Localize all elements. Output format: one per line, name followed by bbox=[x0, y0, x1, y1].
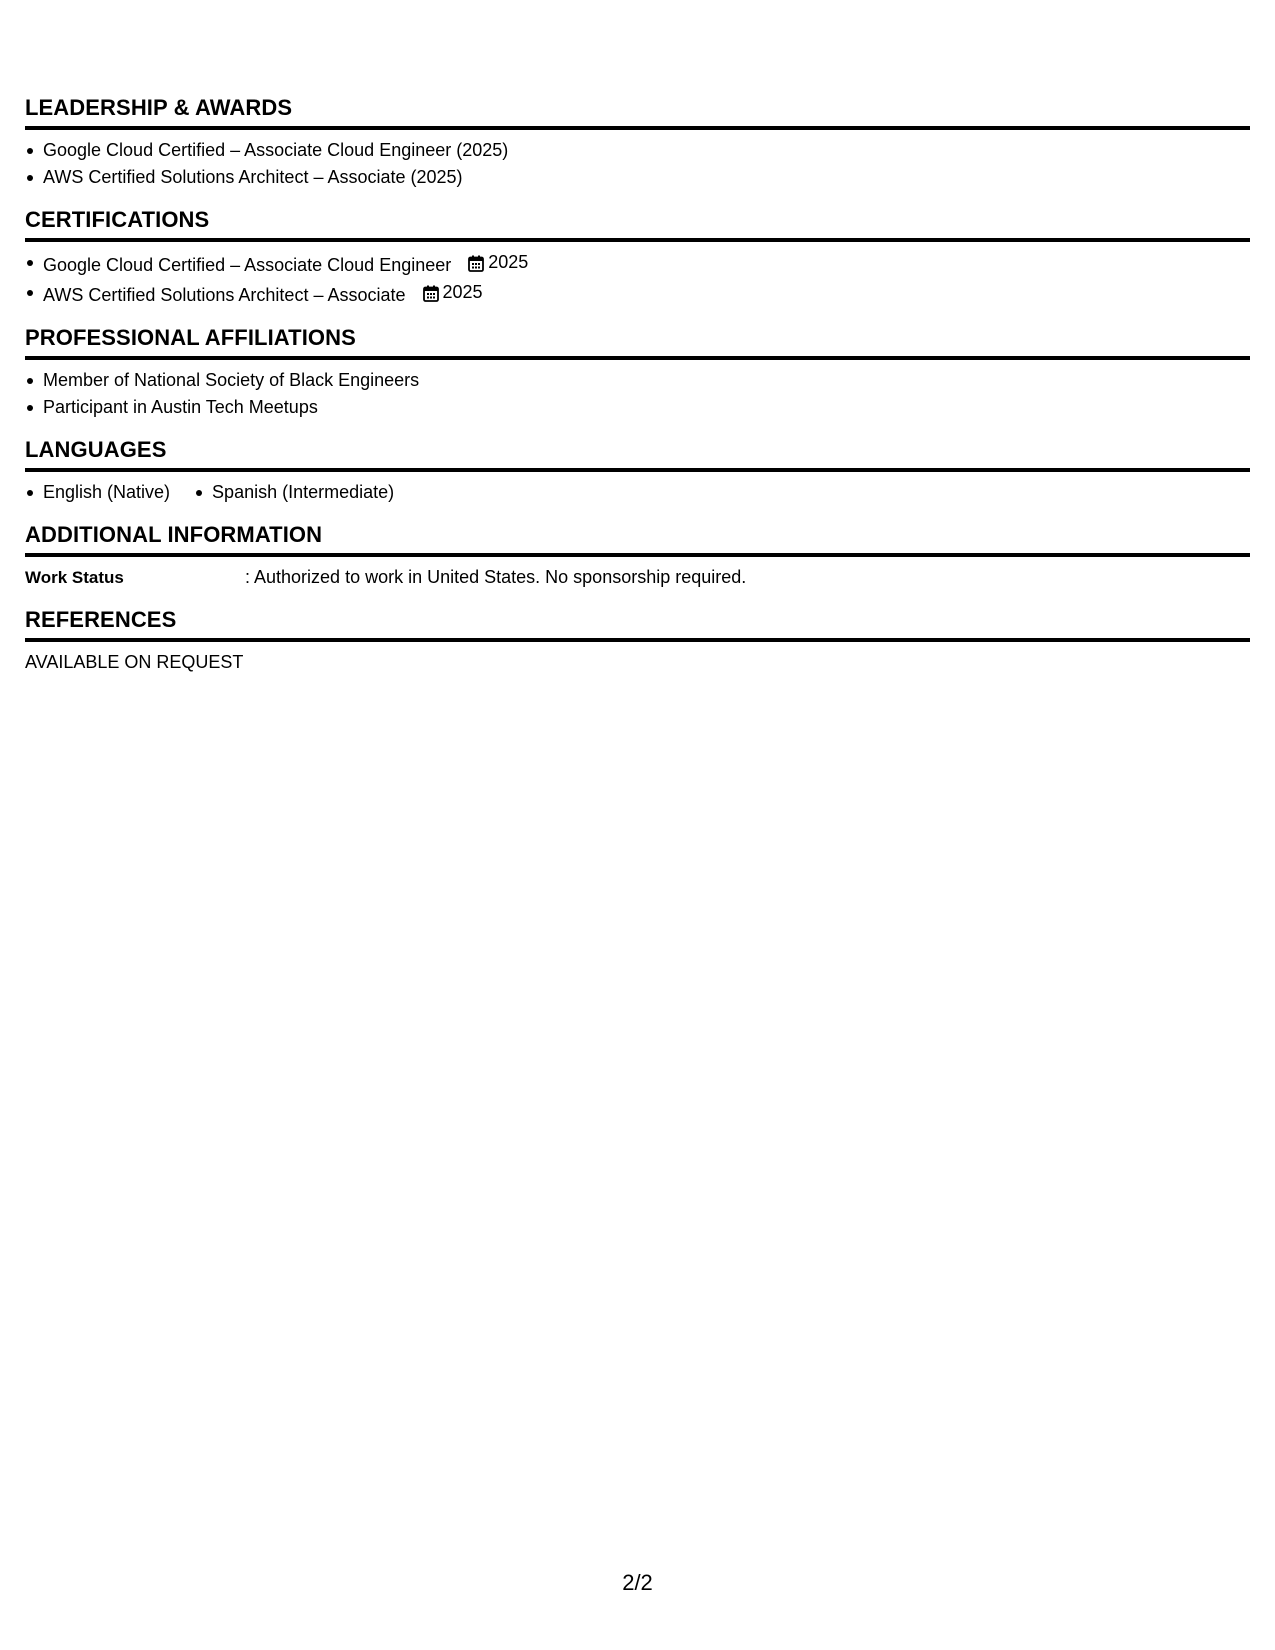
affiliations-list bbox=[25, 367, 1250, 421]
page-number: 2/2 bbox=[622, 1570, 653, 1595]
certification-year: 2025 bbox=[488, 252, 529, 272]
leadership-awards-section bbox=[25, 95, 1250, 191]
list-item: Google Cloud Certified – Associate Cloud Engineer (2025) bbox=[25, 137, 1250, 164]
language-item: English (Native) bbox=[25, 479, 170, 506]
work-status-row bbox=[25, 564, 1250, 591]
references-text: AVAILABLE ON REQUEST bbox=[25, 652, 244, 672]
section-title-professional-affiliations: PROFESSIONAL AFFILIATIONS bbox=[25, 325, 1250, 360]
languages-section bbox=[25, 437, 1250, 506]
calendar-icon bbox=[423, 285, 439, 302]
certification-item bbox=[25, 279, 1250, 309]
certification-item bbox=[25, 249, 1250, 279]
language-item: Spanish (Intermediate) bbox=[194, 479, 394, 506]
certification-name: AWS Certified Solutions Architect – Associate bbox=[43, 285, 406, 305]
list-item: Participant in Austin Tech Meetups bbox=[25, 394, 1250, 421]
professional-affiliations-section bbox=[25, 325, 1250, 421]
certification-date bbox=[423, 279, 483, 306]
section-title-certifications: CERTIFICATIONS bbox=[25, 207, 1250, 242]
certifications-list bbox=[25, 249, 1250, 309]
work-status-label: Work Status bbox=[25, 568, 124, 587]
languages-list bbox=[25, 479, 1250, 506]
resume-page bbox=[25, 95, 1250, 692]
list-item: Member of National Society of Black Engineers bbox=[25, 367, 1250, 394]
certification-year: 2025 bbox=[442, 282, 483, 302]
additional-information-section bbox=[25, 522, 1250, 591]
section-title-languages: LANGUAGES bbox=[25, 437, 1250, 472]
calendar-icon bbox=[468, 255, 484, 272]
references-section bbox=[25, 607, 1250, 676]
section-title-leadership-awards: LEADERSHIP & AWARDS bbox=[25, 95, 1250, 130]
leadership-awards-list bbox=[25, 137, 1250, 191]
certification-date bbox=[468, 249, 528, 276]
list-item: AWS Certified Solutions Architect – Associate (2025) bbox=[25, 164, 1250, 191]
certification-name: Google Cloud Certified – Associate Cloud Engineer bbox=[43, 255, 452, 275]
certifications-section bbox=[25, 207, 1250, 309]
work-status-value: : Authorized to work in United States. No sponsorship required. bbox=[245, 567, 747, 587]
section-title-additional-information: ADDITIONAL INFORMATION bbox=[25, 522, 1250, 557]
section-title-references: REFERENCES bbox=[25, 607, 1250, 642]
